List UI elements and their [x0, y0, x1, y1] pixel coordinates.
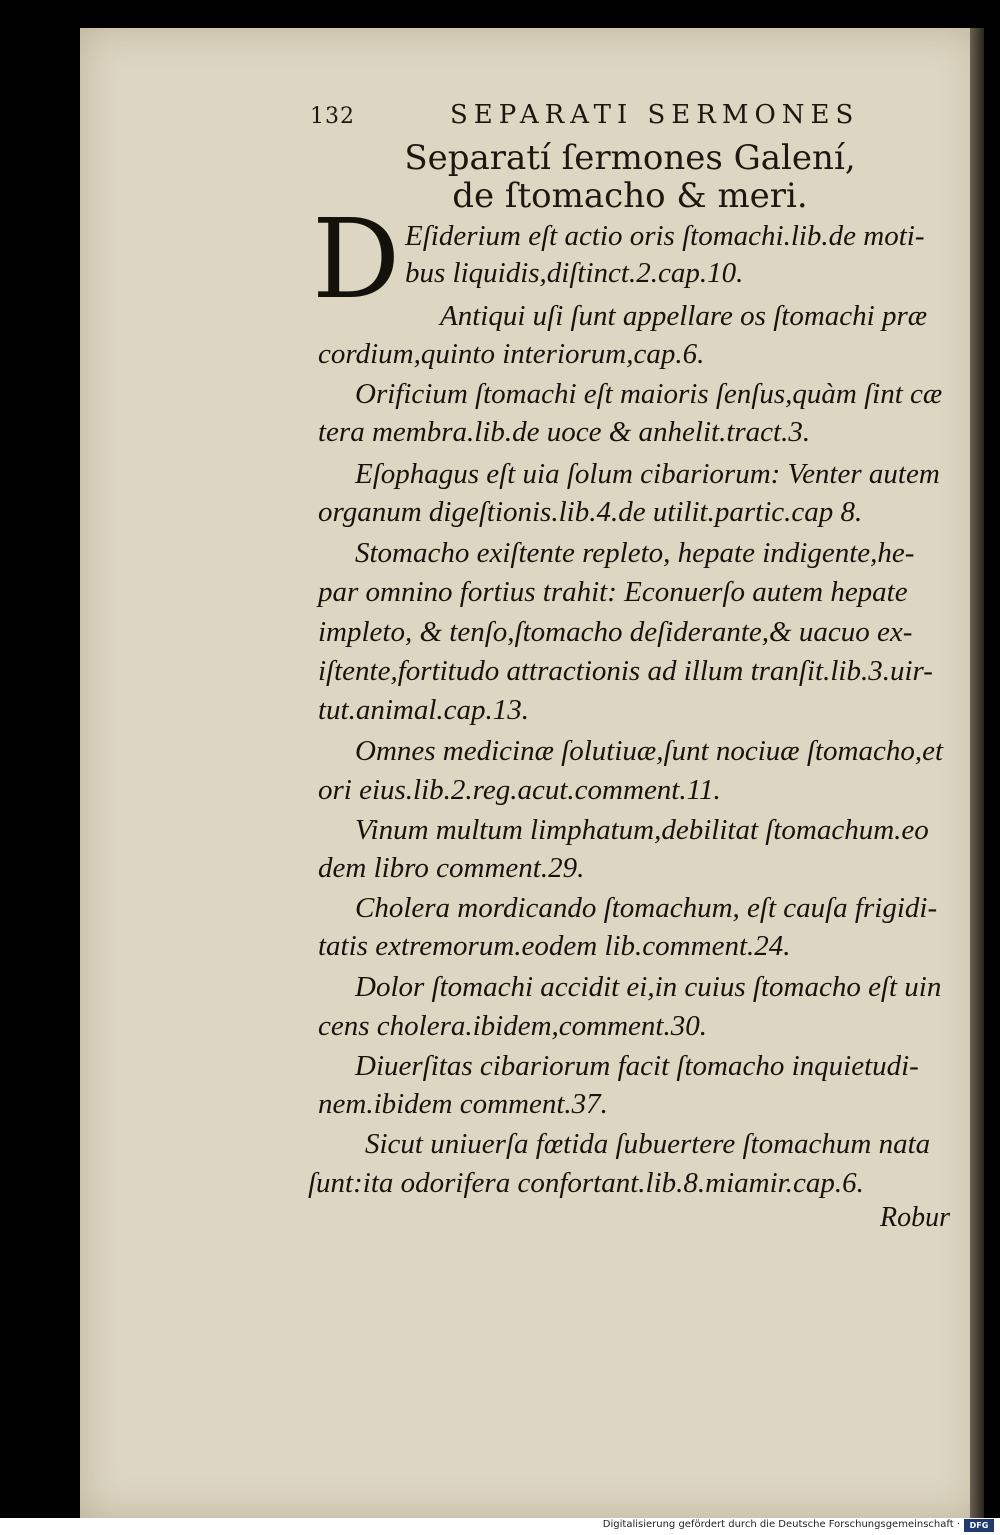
text-line: par omnino fortius trahit: Econuerſo autem hepate: [318, 576, 908, 608]
text-line: tut.animal.cap.13.: [318, 694, 530, 726]
text-line: Eſiderium eſt actio oris ſtomachi.lib.de moti-: [405, 220, 925, 252]
text-line: Vinum multum limphatum,debilitat ſtomachum.eo: [355, 814, 929, 846]
text-line: cens cholera.ibidem,comment.30.: [318, 1010, 707, 1042]
section-title-line-2: de ſtomacho & meri.: [452, 176, 808, 216]
text-line: iſtente,fortitudo attractionis ad illum tranſit.lib.3.uir-: [318, 655, 933, 687]
text-line: Omnes medicinæ ſolutiuæ,ſunt nociuæ ſtomacho,et: [355, 735, 944, 767]
text-line: ſunt:ita odorifera confortant.lib.8.miamir.cap.6.: [308, 1167, 864, 1199]
running-head: [310, 100, 950, 140]
decorated-initial: D: [312, 195, 401, 323]
text-line: tatis extremorum.eodem lib.comment.24.: [318, 930, 791, 962]
text-line: Antiqui uſi ſunt appellare os ſtomachi præ: [440, 300, 928, 332]
text-line: impleto, & tenſo,ſtomacho deſiderante,& uacuo ex-: [318, 616, 913, 648]
text-line: Orificium ſtomachi eſt maioris ſenſus,quàm ſint cæ: [355, 378, 943, 410]
text-line: dem libro comment.29.: [318, 852, 585, 884]
text-line: Cholera mordicando ſtomachum, eſt cauſa frigidi-: [355, 892, 938, 924]
running-title: SEPARATI SERMONES: [450, 100, 860, 130]
text-line: ori eius.lib.2.reg.acut.comment.11.: [318, 774, 721, 806]
digitization-footer: [0, 1518, 1000, 1535]
section-title-line-1: Separatí ſermones Galení,: [404, 138, 856, 178]
text-line: nem.ibidem comment.37.: [318, 1088, 608, 1120]
catchword: Robur: [880, 1202, 950, 1233]
footer-text: Digitalisierung gefördert durch die Deutsche Forschungsgemeinschaft ·: [602, 1519, 960, 1530]
text-line: organum digeſtionis.lib.4.de utilit.partic.cap 8.: [318, 496, 863, 528]
text-line: Diuerſitas cibariorum facit ſtomacho inquietudi-: [355, 1050, 919, 1082]
text-line: cordium,quinto interiorum,cap.6.: [318, 338, 705, 370]
text-line: tera membra.lib.de uoce & anhelit.tract.3.: [318, 416, 811, 448]
page-edge: [970, 28, 984, 1518]
page-number: 132: [310, 104, 355, 129]
text-line: Eſophagus eſt uia ſolum cibariorum: Venter autem: [355, 458, 940, 490]
text-line: Dolor ſtomachi accidit ei,in cuius ſtomacho eſt uin: [355, 971, 942, 1003]
dfg-logo: DFG: [964, 1519, 994, 1532]
text-line: bus liquidis,diſtinct.2.cap.10.: [405, 257, 744, 289]
text-line: Sicut uniuerſa fœtida ſubuertere ſtomachum nata: [365, 1128, 931, 1160]
text-line: Stomacho exiſtente repleto, hepate indigente,he-: [355, 537, 915, 569]
